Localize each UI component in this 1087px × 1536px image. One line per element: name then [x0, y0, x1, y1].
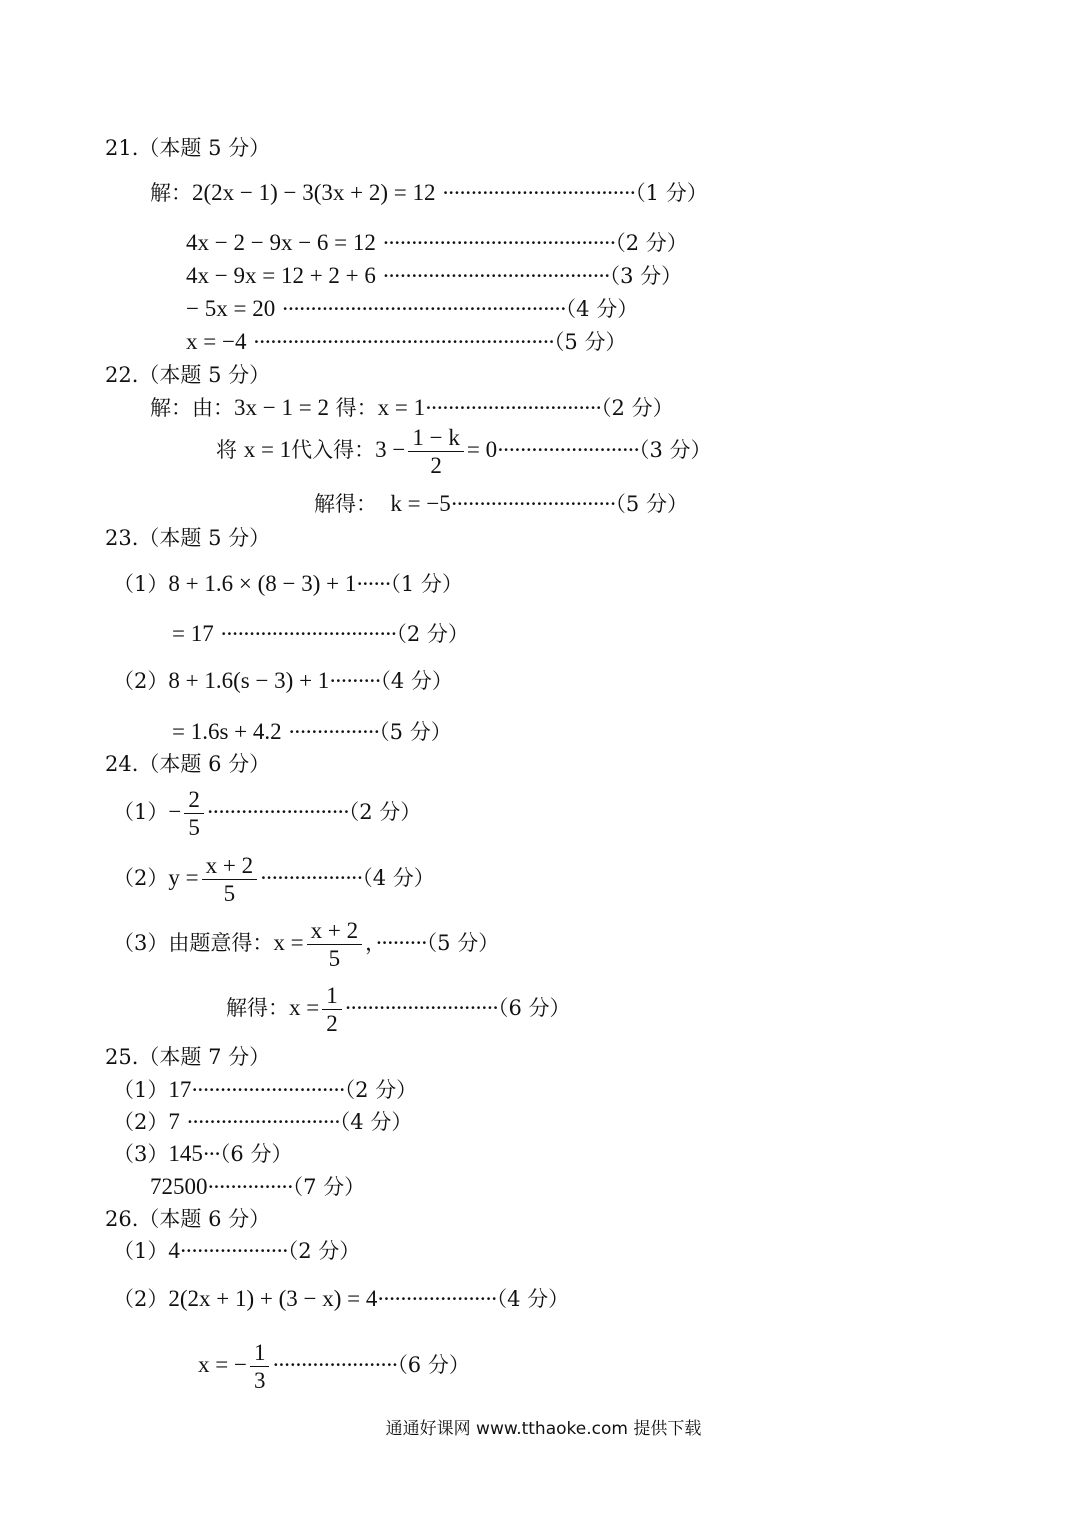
fraction [307, 917, 362, 972]
score: （7 分） [292, 1175, 366, 1199]
leader-dots: ·················································· [281, 297, 566, 321]
fraction-numerator: 2 [188, 787, 200, 812]
equation: 2(2x − 1) − 3(3x + 2) = 12 [192, 180, 436, 205]
score: （2 分） [396, 622, 469, 646]
equation: = 0 [466, 437, 498, 462]
leader-dots: ··················· [179, 1239, 288, 1263]
equation: y = [168, 865, 199, 890]
fraction-numerator: 1 [326, 983, 338, 1008]
score: （2 分） [287, 1239, 361, 1263]
leader-dots: ········· [329, 669, 381, 693]
q25-part2 [113, 1109, 412, 1135]
fraction-numerator: x + 2 [205, 853, 254, 878]
connector-text: 得： [328, 396, 378, 420]
q22-header: 22.（本题 5 分） [105, 363, 271, 387]
q24-header: 24.（本题 6 分） [105, 752, 271, 776]
leader-dots: ················ [288, 720, 380, 744]
leader-dots: ····················· [377, 1287, 497, 1311]
score: （6 分） [397, 1353, 470, 1377]
leader-dots: ······························· [425, 396, 602, 420]
fraction-numerator: 1 [253, 1340, 266, 1365]
q22-step1 [150, 395, 674, 421]
page-footer: 通通好课网 www.tthaoke.com 提供下载 [385, 1419, 702, 1439]
equation: 8 + 1.6(s − 3) + 1 [168, 668, 330, 693]
q26-part2 [113, 1286, 569, 1312]
fraction [184, 786, 204, 841]
fraction-denominator: 5 [307, 944, 362, 972]
score: （4 分） [339, 1110, 413, 1134]
answer-value: 17 [168, 1077, 192, 1102]
fraction-numerator: x + 2 [310, 918, 359, 943]
score: （6 分） [497, 996, 571, 1020]
score: （5 分） [553, 330, 627, 354]
fraction-numerator: 1 − k [412, 425, 460, 450]
q22-step2 [216, 424, 712, 479]
solution-label: 解得： [226, 996, 289, 1020]
q25-part3 [113, 1141, 292, 1167]
score: （3 分） [639, 438, 712, 462]
part-label: （1） [113, 572, 169, 596]
equation: x = 1 [243, 437, 292, 462]
fraction-denominator: 5 [202, 879, 257, 907]
q21-header: 21.（本题 5 分） [105, 136, 271, 160]
q23-part1-result [172, 621, 469, 647]
leader-dots: ········································· [382, 231, 616, 255]
equation: − 5x = 20 [186, 296, 276, 321]
score: （2 分） [615, 231, 688, 255]
leader-dots: ··························· [191, 1078, 345, 1102]
part-label: （2） [113, 866, 169, 890]
leader-dots: ························· [206, 800, 349, 824]
q24-part3 [113, 917, 499, 972]
answer-value: 7 [168, 1109, 180, 1134]
score: （5 分） [379, 720, 452, 744]
leader-dots: ····························· [450, 492, 616, 516]
score: （5 分） [426, 931, 500, 955]
fraction [202, 852, 257, 907]
part-label: （3） [113, 1142, 169, 1166]
q23-part2-result [172, 719, 452, 745]
leader-dots: ········· [375, 931, 427, 955]
score: （3 分） [609, 264, 683, 288]
score: （6 分） [219, 1142, 293, 1166]
q23-header: 23.（本题 5 分） [105, 526, 271, 550]
part-label: （1） [113, 800, 169, 824]
q21-step4 [186, 296, 638, 322]
solution-label: 解： [150, 181, 192, 205]
solution-label: 解得： [314, 492, 377, 516]
comma: ， [365, 931, 376, 955]
leader-dots: ····················································· [253, 330, 554, 354]
q25-part3-result [150, 1174, 365, 1200]
q22-step3 [314, 491, 688, 517]
part-label: （3）由题意得： [113, 931, 274, 955]
leader-dots: ························· [497, 438, 640, 462]
equation: 3x − 1 = 2 [234, 395, 329, 420]
leader-dots: ··························· [344, 996, 498, 1020]
fraction [322, 982, 342, 1037]
part-label: （2） [113, 1287, 169, 1311]
label-text: 代入得： [291, 438, 376, 462]
equation: x = 1 [377, 395, 426, 420]
fraction-denominator: 2 [322, 1009, 342, 1037]
leader-dots: ······················ [272, 1353, 398, 1377]
q24-part2 [113, 852, 435, 907]
q26-header: 26.（本题 6 分） [105, 1207, 271, 1231]
leader-dots: ··························· [186, 1110, 340, 1134]
leader-dots: ··· [202, 1142, 220, 1166]
label-text: 将 [216, 438, 237, 462]
score: （1 分） [635, 181, 708, 205]
equation: 3 − [375, 437, 406, 462]
q25-part1 [113, 1077, 417, 1103]
leader-dots: ·································· [442, 181, 636, 205]
score: （2 分） [348, 800, 422, 824]
equation: 8 + 1.6 × (8 − 3) + 1 [168, 571, 357, 596]
answer-value: 4 [168, 1238, 180, 1263]
answer-value: 145 [168, 1141, 203, 1166]
equation: k = −5 [390, 491, 451, 516]
equation: x = [273, 930, 304, 955]
fraction-denominator: 5 [184, 813, 204, 841]
q25-header: 25.（本题 7 分） [105, 1045, 271, 1069]
q21-step1 [150, 180, 708, 206]
leader-dots: ······ [356, 572, 391, 596]
equation: x = − [198, 1352, 247, 1377]
q23-part1 [113, 571, 463, 597]
q21-step3 [186, 263, 682, 289]
equation: = 1.6s + 4.2 [172, 719, 282, 744]
fraction [408, 424, 463, 479]
part-label: （1） [113, 1078, 169, 1102]
q24-part3-result [226, 982, 571, 1037]
leader-dots: ······························· [220, 622, 397, 646]
solution-label: 解：由： [150, 396, 234, 420]
q21-step5 [186, 329, 626, 355]
q26-part1 [113, 1238, 360, 1264]
score: （4 分） [565, 297, 639, 321]
leader-dots: ··············· [207, 1175, 293, 1199]
part-label: （1） [113, 1239, 169, 1263]
fraction-denominator: 2 [408, 451, 463, 479]
q26-part3 [198, 1339, 470, 1394]
leader-dots: ········································ [382, 264, 610, 288]
fraction [250, 1339, 270, 1394]
leader-dots: ·················· [260, 866, 363, 890]
q23-part2 [113, 668, 453, 694]
fraction-denominator: 3 [250, 1366, 270, 1394]
equation: 4x − 2 − 9x − 6 = 12 [186, 230, 376, 255]
part-label: （2） [113, 669, 169, 693]
score: （2 分） [601, 396, 674, 420]
score: （2 分） [344, 1078, 418, 1102]
score: （4 分） [380, 669, 453, 693]
score: （4 分） [362, 866, 435, 890]
score: （4 分） [496, 1287, 570, 1311]
equation: 2(2x + 1) + (3 − x) = 4 [168, 1286, 378, 1311]
equation: x = −4 [186, 329, 247, 354]
part-label: （2） [113, 1110, 169, 1134]
score: （5 分） [615, 492, 688, 516]
score: （1 分） [390, 572, 463, 596]
equation: − [168, 799, 182, 824]
equation: 4x − 9x = 12 + 2 + 6 [186, 263, 376, 288]
answer-value: 72500 [150, 1174, 208, 1199]
equation: = 17 [172, 621, 214, 646]
q24-part1 [113, 786, 421, 841]
q21-step2 [186, 230, 688, 256]
equation: x = [289, 995, 320, 1020]
